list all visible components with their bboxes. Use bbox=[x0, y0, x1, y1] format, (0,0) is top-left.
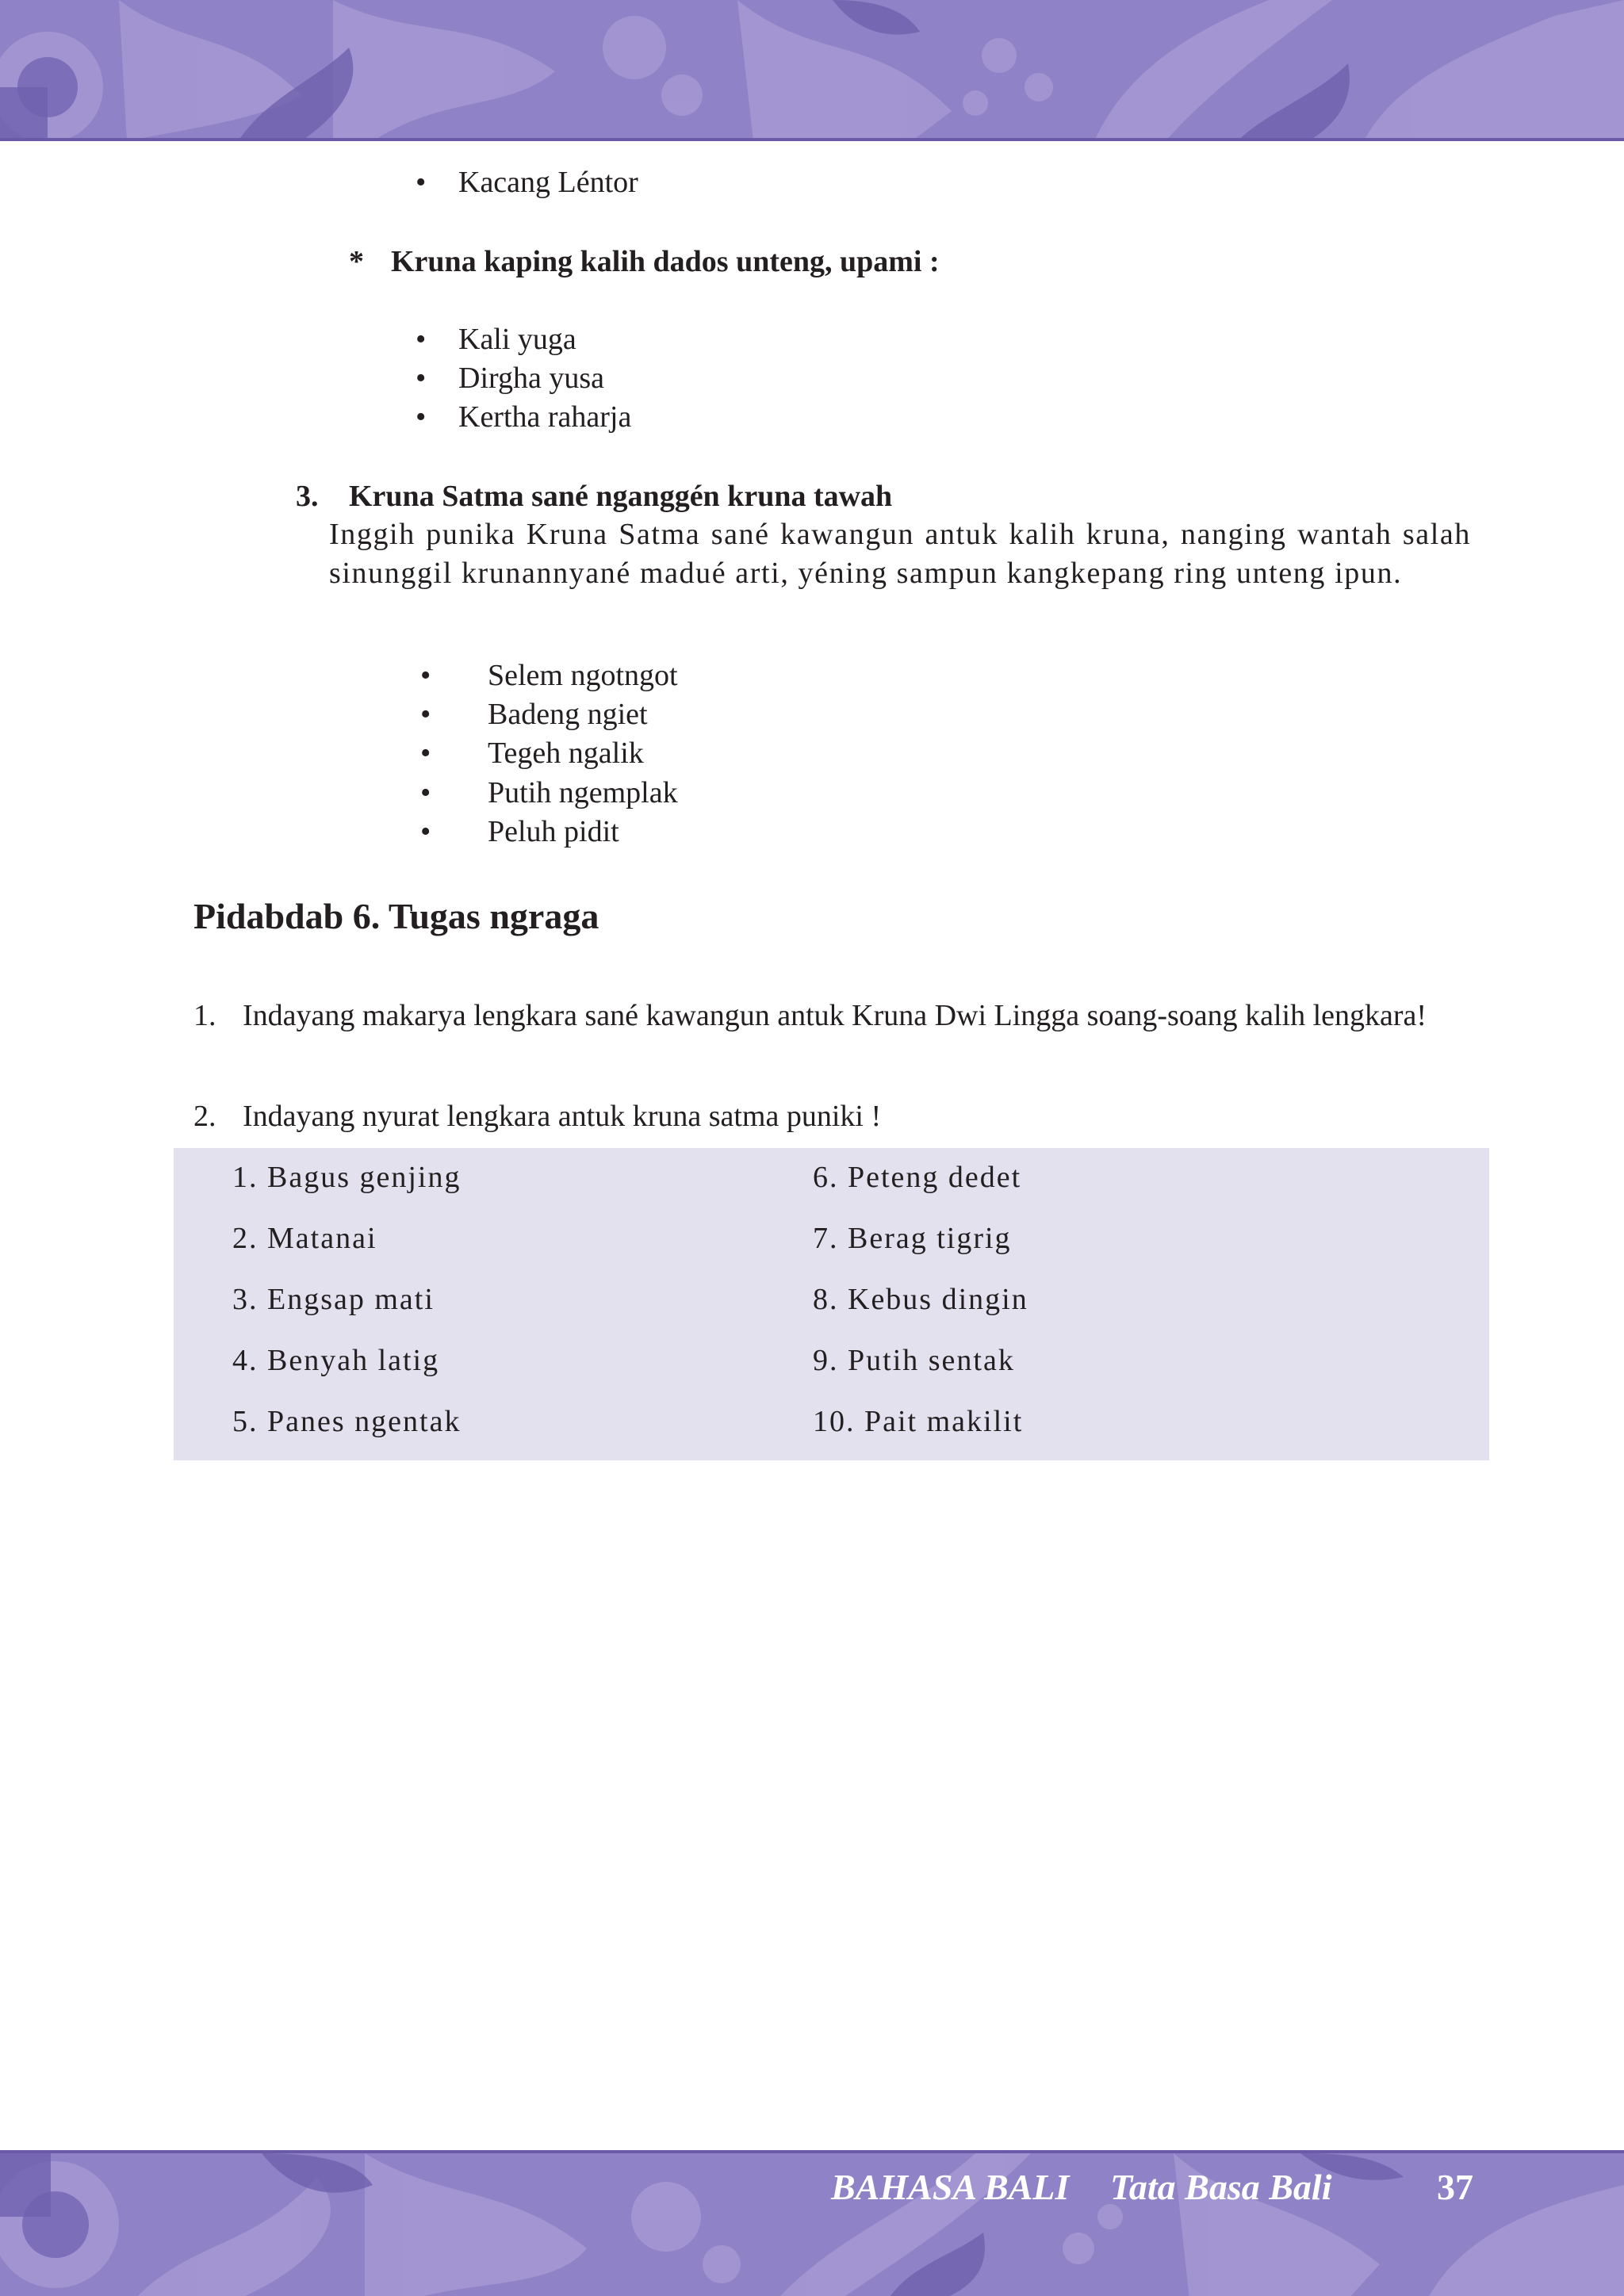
table-cell: 8. Kebus dingin bbox=[813, 1283, 1028, 1316]
table-cell: 1. Bagus genjing bbox=[232, 1161, 462, 1194]
bullet-marker: • bbox=[416, 400, 427, 434]
list-item: Dirgha yusa bbox=[458, 362, 604, 395]
task-text: Indayang makarya lengkara sané kawangun antuk Kruna Dwi Lingga soang-soang kalih lengkara! bbox=[243, 999, 1427, 1032]
list-item: Putih ngemplak bbox=[488, 776, 678, 809]
table-cell: 9. Putih sentak bbox=[813, 1344, 1015, 1377]
header-ornament-band bbox=[0, 0, 1624, 141]
list-item: Badeng ngiet bbox=[488, 698, 648, 731]
batik-pattern-icon bbox=[0, 2153, 1624, 2296]
bullet-marker: • bbox=[416, 323, 427, 356]
subsection-title: Kruna kaping kalih dados unteng, upami : bbox=[391, 245, 940, 278]
list-item: Tegeh ngalik bbox=[488, 737, 644, 770]
subsection-marker: * bbox=[349, 245, 364, 278]
footer-subtitle: Tata Basa Bali bbox=[1110, 2167, 1332, 2207]
table-cell: 4. Benyah latig bbox=[232, 1344, 440, 1377]
task-text: Indayang nyurat lengkara antuk kruna satma puniki ! bbox=[243, 1100, 882, 1133]
bullet-marker: • bbox=[416, 166, 427, 199]
task-number: 1. bbox=[193, 999, 216, 1032]
bullet-marker: • bbox=[420, 698, 431, 731]
table-cell: 7. Berag tigrig bbox=[813, 1222, 1012, 1255]
batik-pattern-icon bbox=[0, 0, 1624, 141]
list-item: Kertha raharja bbox=[458, 400, 632, 434]
list-item: Peluh pidit bbox=[488, 815, 619, 848]
bullet-marker: • bbox=[420, 815, 431, 848]
list-item: Kacang Léntor bbox=[458, 166, 638, 199]
table-cell: 3. Engsap mati bbox=[232, 1283, 435, 1316]
bullet-marker: • bbox=[420, 776, 431, 809]
exercise-heading: Pidabdab 6. Tugas ngraga bbox=[193, 896, 599, 936]
section-title: Kruna Satma sané nganggén kruna tawah bbox=[349, 480, 893, 513]
bullet-marker: • bbox=[420, 737, 431, 770]
page-number: 37 bbox=[1437, 2167, 1473, 2207]
list-item: Selem ngotngot bbox=[488, 659, 678, 692]
bullet-marker: • bbox=[416, 362, 427, 395]
table-cell: 2. Matanai bbox=[232, 1222, 377, 1255]
section-number: 3. bbox=[296, 480, 319, 513]
section-paragraph: Inggih punika Kruna Satma sané kawangun antuk kalih kruna, nanging wantah salah sinunggil krunannyané madué arti, yéning sampun kangkepang ring unteng ipun. bbox=[329, 518, 1471, 590]
task-number: 2. bbox=[193, 1100, 216, 1133]
table-cell: 10. Pait makilit bbox=[813, 1405, 1024, 1438]
list-item: Kali yuga bbox=[458, 323, 576, 356]
word-table bbox=[174, 1148, 1489, 1460]
table-cell: 6. Peteng dedet bbox=[813, 1161, 1022, 1194]
bullet-marker: • bbox=[420, 659, 431, 692]
footer-book-title: BAHASA BALI bbox=[831, 2167, 1070, 2207]
footer-ornament-band bbox=[0, 2150, 1624, 2296]
table-cell: 5. Panes ngentak bbox=[232, 1405, 462, 1438]
